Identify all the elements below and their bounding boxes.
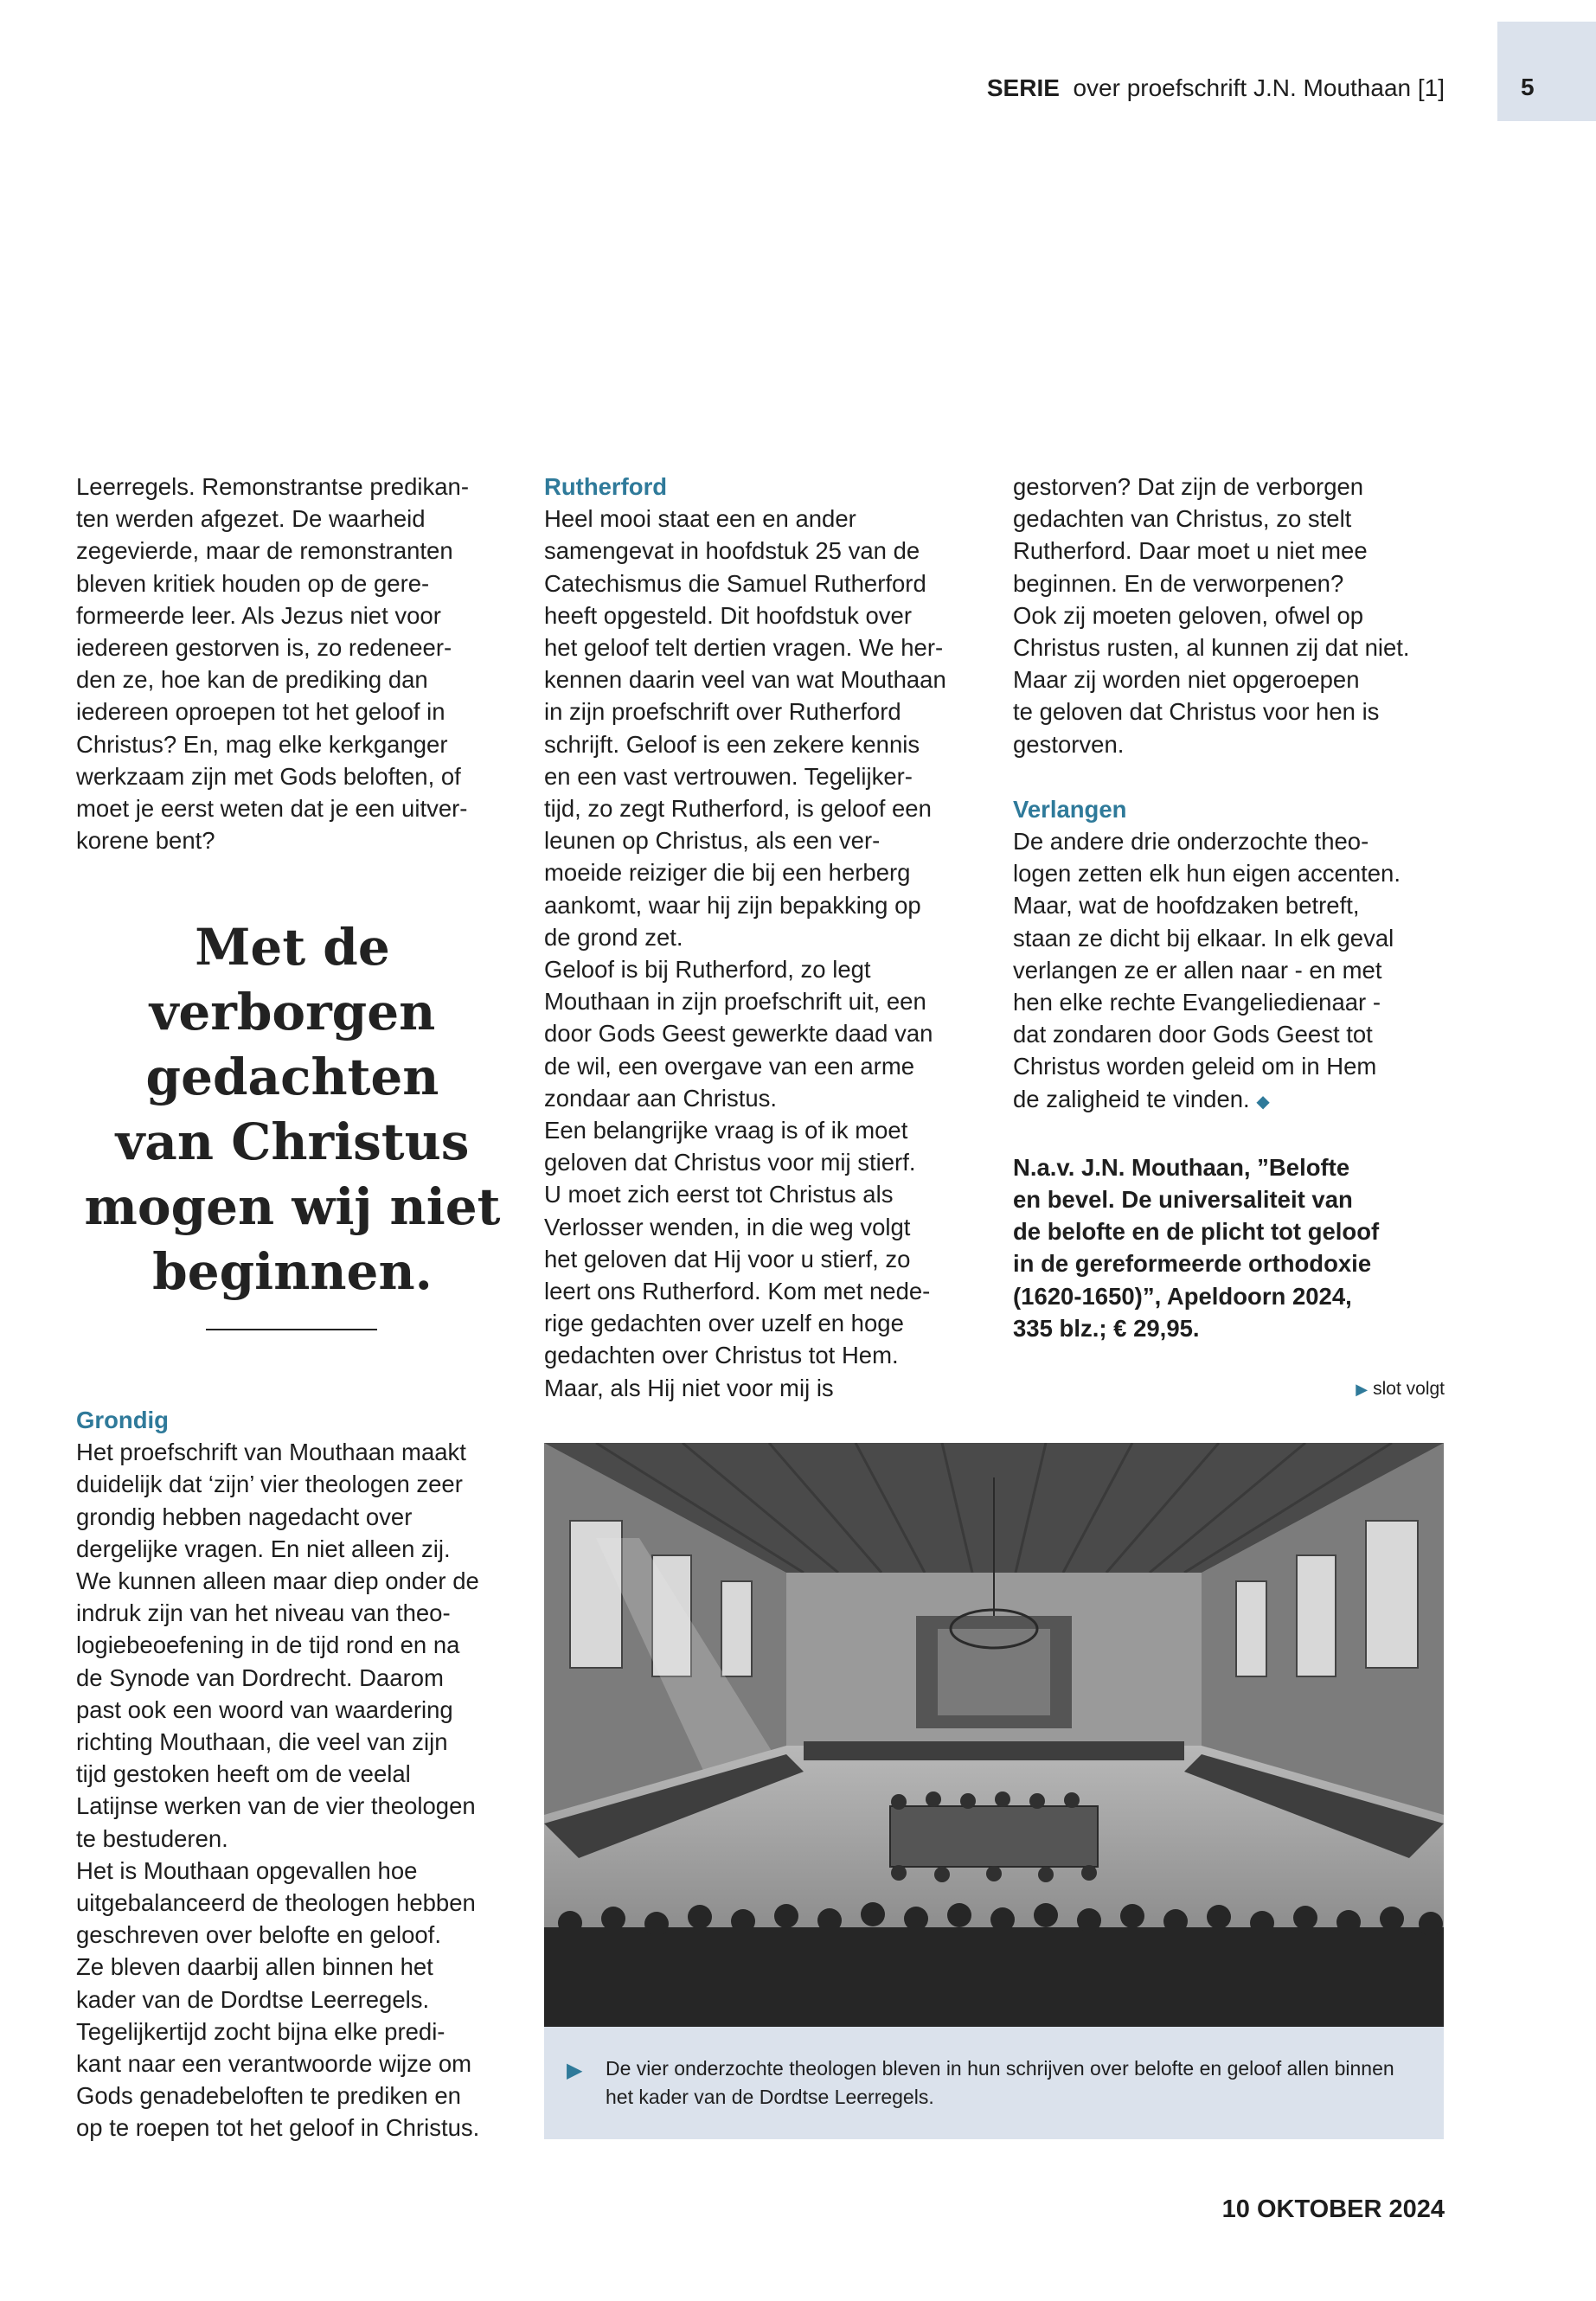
section-heading-verlangen: Verlangen xyxy=(1013,795,1127,823)
slot-volgt-label: slot volgt xyxy=(1373,1379,1445,1399)
text-line: aankomt, waar hij zijn bepakking op xyxy=(544,891,921,919)
text-line: het geloven dat Hij voor u stierf, zo xyxy=(544,1245,911,1272)
text-line: kant naar een verantwoorde wijze om xyxy=(76,2050,472,2078)
issue-date: 10 OKTOBER 2024 xyxy=(1221,2195,1445,2223)
section-heading-rutherford: Rutherford xyxy=(544,473,668,500)
text-line: iedereen oproepen tot het geloof in xyxy=(76,698,445,726)
text-line: gedachten over Christus tot Hem. xyxy=(544,1342,899,1369)
text-line: den ze, hoe kan de prediking dan xyxy=(76,666,428,694)
synod-hall-engraving xyxy=(544,1443,1444,2027)
text-line: Geloof is bij Rutherford, zo legt xyxy=(544,956,871,984)
text-line: zegevierde, maar de remonstranten xyxy=(76,537,453,565)
text-line: logiebeoefening in de tijd rond en na xyxy=(76,1631,460,1659)
text-line: korene bent? xyxy=(76,827,215,855)
end-diamond-icon: ◆ xyxy=(1256,1092,1270,1112)
text-line: logen zetten elk hun eigen accenten. xyxy=(1013,860,1401,888)
text-line: moeide reiziger die bij een herberg xyxy=(544,859,911,887)
triangle-right-icon: ▶ xyxy=(567,2059,583,2082)
quote-line: beginnen. xyxy=(152,1242,433,1301)
section-heading-grondig: Grondig xyxy=(76,1407,169,1433)
text-line: Tegelijkertijd zocht bijna elke predi- xyxy=(76,2017,445,2045)
text-line: iedereen gestorven is, zo redeneer- xyxy=(76,634,452,662)
column-2-text xyxy=(544,471,994,1404)
text-line: Maar, als Hij niet voor mij is xyxy=(544,1374,834,1401)
text-line: dergelijke vragen. En niet alleen zij. xyxy=(76,1535,451,1562)
text-line: grondig hebben nagedacht over xyxy=(76,1503,413,1530)
text-line: gestorven. xyxy=(1013,730,1125,758)
text-line: Mouthaan in zijn proefschrift uit, een xyxy=(544,988,926,1016)
text-line: kader van de Dordtse Leerregels. xyxy=(76,1985,430,2013)
text-line: in zijn proefschrift over Rutherford xyxy=(544,698,901,726)
text-line-content: de zaligheid te vinden. xyxy=(1013,1085,1250,1112)
text-line: tijd gestoken heeft om de veelal xyxy=(76,1760,411,1788)
text-line: leunen op Christus, als een ver- xyxy=(544,827,881,855)
figure-caption-box xyxy=(544,2027,1444,2139)
text-line: gedachten van Christus, zo stelt xyxy=(1013,505,1352,533)
text-line: dat zondaren door Gods Geest tot xyxy=(1013,1021,1373,1048)
series-label: SERIE xyxy=(986,74,1060,101)
quote-line: verborgen xyxy=(149,983,436,1042)
grondig-section xyxy=(76,1404,526,2144)
text-line: Christus rusten, al kunnen zij dat niet. xyxy=(1013,634,1410,662)
reference-line: en bevel. De universaliteit van xyxy=(1013,1186,1353,1214)
triangle-right-icon: ▶ xyxy=(1356,1381,1368,1398)
text-line: Gods genadebeloften te prediken en xyxy=(76,2082,461,2110)
reference-line: N.a.v. J.N. Mouthaan, ”Belofte xyxy=(1013,1153,1350,1181)
text-line: Het proefschrift van Mouthaan maakt xyxy=(76,1439,466,1466)
text-line: Een belangrijke vraag is of ik moet xyxy=(544,1117,908,1144)
text-line: leert ons Rutherford. Kom met nede- xyxy=(544,1278,931,1305)
text-line: Ook zij moeten geloven, ofwel op xyxy=(1013,601,1364,629)
text-line: De andere drie onderzochte theo- xyxy=(1013,828,1369,856)
text-line: en een vast vertrouwen. Tegelijker- xyxy=(544,762,913,790)
text-line: te geloven dat Christus voor hen is xyxy=(1013,698,1380,726)
figure-caption: De vier onderzochte theologen bleven in hun schrijven over belofte en geloof allen binnen het kader van de Dordtse Leerregels. xyxy=(606,2057,1394,2108)
text-line: de grond zet. xyxy=(544,923,683,951)
text-line: Heel mooi staat een en ander xyxy=(544,505,856,533)
text-line: bleven kritiek houden op de gere- xyxy=(76,569,430,597)
quote-divider xyxy=(206,1329,377,1330)
text-line: door Gods Geest gewerkte daad van xyxy=(544,1020,933,1048)
text-line: gestorven? Dat zijn de verborgen xyxy=(1013,473,1364,500)
text-line: duidelijk dat ‘zijn’ vier theologen zeer xyxy=(76,1471,463,1498)
text-line: moet je eerst weten dat je een uitver- xyxy=(76,795,468,823)
text-line: te bestuderen. xyxy=(76,1824,228,1852)
text-line: Het is Mouthaan opgevallen hoe xyxy=(76,1856,418,1884)
text-line: Maar zij worden niet opgeroepen xyxy=(1013,666,1360,694)
text-line: Christus worden geleid om in Hem xyxy=(1013,1053,1377,1080)
quote-line: gedachten xyxy=(145,1048,439,1106)
text-line: de wil, een overgave van een arme xyxy=(544,1052,915,1080)
quote-line: van Christus xyxy=(115,1112,470,1171)
text-line: verlangen ze er allen naar - en met xyxy=(1013,956,1382,984)
quote-line: mogen wij niet xyxy=(84,1177,501,1236)
page-number: 5 xyxy=(1521,74,1535,100)
text-line: Catechismus die Samuel Rutherford xyxy=(544,569,926,597)
pull-quote xyxy=(76,915,509,1304)
text-line: formeerde leer. Als Jezus niet voor xyxy=(76,601,441,629)
text-line: Maar, wat de hoofdzaken betreft, xyxy=(1013,892,1360,920)
reference-line: de belofte en de plicht tot geloof xyxy=(1013,1218,1380,1246)
quote-line: Met de xyxy=(195,918,390,977)
text-line: heeft opgesteld. Dit hoofdstuk over xyxy=(544,601,912,629)
text-line: Ze bleven daarbij allen binnen het xyxy=(76,1953,433,1981)
text-line: U moet zich eerst tot Christus als xyxy=(544,1181,894,1208)
running-header xyxy=(987,74,1445,102)
reference-line: (1620-1650)”, Apeldoorn 2024, xyxy=(1013,1282,1352,1310)
text-line: geloven dat Christus voor mij stierf. xyxy=(544,1149,916,1176)
reference-line: in de gereformeerde orthodoxie xyxy=(1013,1250,1372,1278)
text-line: Rutherford. Daar moet u niet mee xyxy=(1013,537,1368,565)
page-number-tab xyxy=(1497,22,1596,121)
reference-line: 335 blz.; € 29,95. xyxy=(1013,1314,1200,1342)
slot-volgt-note xyxy=(1356,1379,1445,1400)
text-line: We kunnen alleen maar diep onder de xyxy=(76,1567,479,1595)
text-line: richting Mouthaan, die veel van zijn xyxy=(76,1728,448,1756)
text-line: uitgebalanceerd de theologen hebben xyxy=(76,1889,476,1917)
text-line: Leerregels. Remonstrantse predikan- xyxy=(76,473,469,500)
text-line: indruk zijn van het niveau van theo- xyxy=(76,1599,451,1627)
series-title: over proefschrift J.N. Mouthaan [1] xyxy=(1073,74,1445,101)
text-line: samengevat in hoofdstuk 25 van de xyxy=(544,537,920,565)
text-line: beginnen. En de verworpenen? xyxy=(1013,569,1344,597)
text-line: kennen daarin veel van wat Mouthaan xyxy=(544,666,946,694)
text-line: tijd, zo zegt Rutherford, is geloof een xyxy=(544,795,932,823)
text-line: schrijft. Geloof is een zekere kennis xyxy=(544,730,920,758)
text-line: Verlosser wenden, in die weg volgt xyxy=(544,1213,911,1240)
engraving-illustration xyxy=(544,1443,1444,2027)
text-line: geschreven over belofte en geloof. xyxy=(76,1921,441,1949)
text-line: werkzaam zijn met Gods beloften, of xyxy=(76,762,461,790)
text-line: op te roepen tot het geloof in Christus. xyxy=(76,2114,480,2142)
text-line: Christus? En, mag elke kerkganger xyxy=(76,730,448,758)
text-line: past ook een woord van waardering xyxy=(76,1695,453,1723)
text-line: rige gedachten over uzelf en hoge xyxy=(544,1310,904,1337)
text-line: staan ze dicht bij elkaar. In elk geval xyxy=(1013,924,1394,952)
text-line: hen elke rechte Evangeliedienaar - xyxy=(1013,989,1381,1016)
text-line xyxy=(1013,1083,1463,1118)
column-1-text xyxy=(76,471,526,856)
text-line: zondaar aan Christus. xyxy=(544,1084,778,1112)
text-line: Latijnse werken van de vier theologen xyxy=(76,1792,476,1820)
text-line: het geloof telt dertien vragen. We her- xyxy=(544,634,944,662)
column-3-text xyxy=(1013,471,1463,1344)
text-line: ten werden afgezet. De waarheid xyxy=(76,505,426,533)
text-line: de Synode van Dordrecht. Daarom xyxy=(76,1663,444,1691)
